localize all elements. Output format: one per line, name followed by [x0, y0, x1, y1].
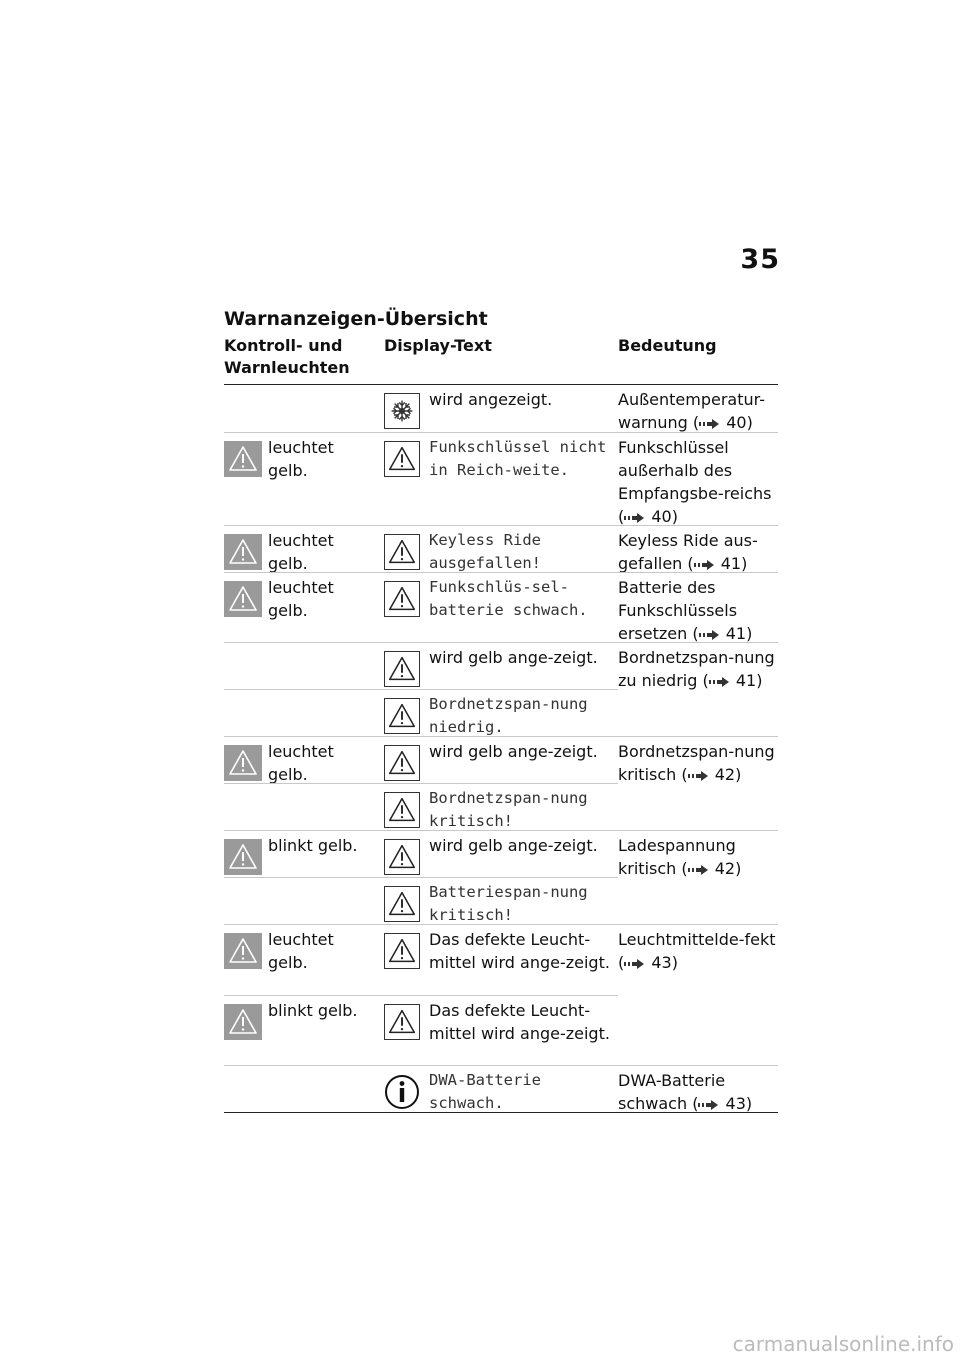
display-text: Das defekte Leucht-mittel wird ange-zeigt. — [429, 1001, 610, 1043]
lamp-status-text: blinkt gelb. — [268, 1001, 358, 1020]
meaning-text — [618, 388, 780, 434]
page-reference-number: 41 — [720, 554, 742, 573]
warning-triangle-icon — [384, 581, 420, 617]
meaning-text — [618, 1069, 780, 1115]
table-divider — [224, 432, 778, 433]
meaning-label: Batterie des Funkschlüssels ersetzen — [618, 578, 738, 643]
table-divider — [224, 1112, 778, 1113]
meaning-label: Ladespannung kritisch — [618, 836, 736, 878]
table-divider — [224, 642, 778, 643]
warning-triangle-icon — [384, 441, 420, 477]
table-divider — [224, 995, 618, 996]
warning-lamp-icon — [224, 1004, 262, 1040]
page-reference-link[interactable]: ( 41) — [692, 624, 753, 643]
page-reference-number: 40 — [651, 507, 672, 526]
warning-triangle-icon — [384, 792, 420, 828]
page-reference-link[interactable]: ( 42) — [681, 859, 742, 878]
page-reference-link[interactable]: ( 41) — [687, 554, 748, 573]
display-text: wird gelb ange-zeigt. — [429, 742, 598, 761]
meaning-label: Leuchtmittelde-fekt — [618, 930, 776, 949]
display-text: Bordnetzspan-nung niedrig. — [429, 695, 588, 736]
page-reference-number: 43 — [725, 1094, 746, 1113]
header-meaning: Bedeutung — [618, 336, 717, 355]
warning-triangle-icon — [384, 698, 420, 734]
meaning-text — [618, 740, 780, 786]
display-text: Funkschlüssel nicht in Reich-weite. — [429, 438, 607, 479]
lamp-status-text: leuchtet gelb. — [268, 438, 334, 480]
page-number: 35 — [740, 244, 780, 275]
table-divider — [224, 689, 618, 690]
table-divider — [224, 830, 778, 831]
page-reference-number: 43 — [651, 953, 672, 972]
snowflake-icon — [384, 393, 420, 429]
warning-triangle-icon — [384, 933, 420, 969]
section-title: Warnanzeigen-Übersicht — [224, 308, 488, 330]
meaning-label: Außentemperatur-warnung — [618, 390, 765, 432]
display-text: DWA-Batterie schwach. — [429, 1071, 541, 1112]
table-divider — [224, 783, 618, 784]
table-divider — [224, 924, 778, 925]
page-reference-number: 40 — [726, 413, 747, 432]
page-reference-link[interactable]: ( 41) — [702, 671, 763, 690]
lamp-status-text: leuchtet gelb. — [268, 531, 334, 573]
table-divider — [224, 572, 778, 573]
header-lamps: Kontroll- und Warnleuchten — [224, 336, 350, 377]
page-reference-link[interactable]: ( 40) — [618, 507, 678, 526]
warning-triangle-icon — [384, 745, 420, 781]
display-text: wird gelb ange-zeigt. — [429, 648, 598, 667]
footer-watermark: carmanualsonline.info — [732, 1332, 954, 1356]
page-reference-number: 42 — [714, 859, 736, 878]
meaning-label: Keyless Ride aus-gefallen — [618, 531, 758, 573]
page-reference-link[interactable]: ( 42) — [681, 765, 742, 784]
display-text: Keyless Ride ausgefallen! — [429, 531, 541, 572]
meaning-label: Bordnetzspan-nung kritisch — [618, 742, 775, 784]
meaning-text — [618, 646, 780, 692]
page-reference-number: 42 — [714, 765, 736, 784]
display-text: wird gelb ange-zeigt. — [429, 836, 598, 855]
warning-triangle-icon — [384, 534, 420, 570]
warning-lamp-icon — [224, 581, 262, 617]
table-divider — [224, 525, 778, 526]
page-reference-number: 41 — [735, 671, 757, 690]
page-reference-number: 41 — [725, 624, 747, 643]
info-icon — [384, 1074, 420, 1110]
meaning-text — [618, 529, 780, 575]
warning-lamp-icon — [224, 534, 262, 570]
page-reference-link[interactable]: ( 43) — [692, 1094, 753, 1113]
warning-lamp-icon — [224, 839, 262, 875]
display-text: Bordnetzspan-nung kritisch! — [429, 789, 588, 830]
meaning-label: DWA-Batterie schwach — [618, 1071, 726, 1113]
meaning-label: Funkschlüssel außerhalb des Empfangsbe-reichs — [618, 438, 772, 503]
display-text: Batteriespan-nung kritisch! — [429, 883, 588, 924]
lamp-status-text: leuchtet gelb. — [268, 578, 334, 620]
meaning-text — [618, 576, 780, 645]
lamp-status-text: leuchtet gelb. — [268, 742, 334, 784]
display-text: Das defekte Leucht-mittel wird ange-zeigt. — [429, 930, 610, 972]
display-text: wird angezeigt. — [429, 390, 553, 409]
page-reference-link[interactable]: ( 43) — [618, 953, 678, 972]
display-text: Funkschlüs-sel- batterie schwach. — [429, 578, 588, 619]
lamp-status-text: blinkt gelb. — [268, 836, 358, 855]
warning-lamp-icon — [224, 745, 262, 781]
header-display-text: Display-Text — [384, 336, 492, 355]
meaning-text — [618, 436, 780, 528]
warning-lamp-icon — [224, 933, 262, 969]
meaning-text — [618, 834, 780, 880]
table-divider — [224, 736, 778, 737]
warning-triangle-icon — [384, 1004, 420, 1040]
meaning-text — [618, 928, 780, 974]
page-reference-link[interactable]: ( 40) — [692, 413, 753, 432]
warning-lamp-icon — [224, 441, 262, 477]
table-divider — [224, 1065, 778, 1066]
warning-triangle-icon — [384, 886, 420, 922]
meaning-label: Bordnetzspan-nung zu niedrig — [618, 648, 775, 690]
warning-triangle-icon — [384, 839, 420, 875]
warning-triangle-icon — [384, 651, 420, 687]
table-divider — [224, 384, 778, 385]
lamp-status-text: leuchtet gelb. — [268, 930, 334, 972]
table-divider — [224, 877, 618, 878]
